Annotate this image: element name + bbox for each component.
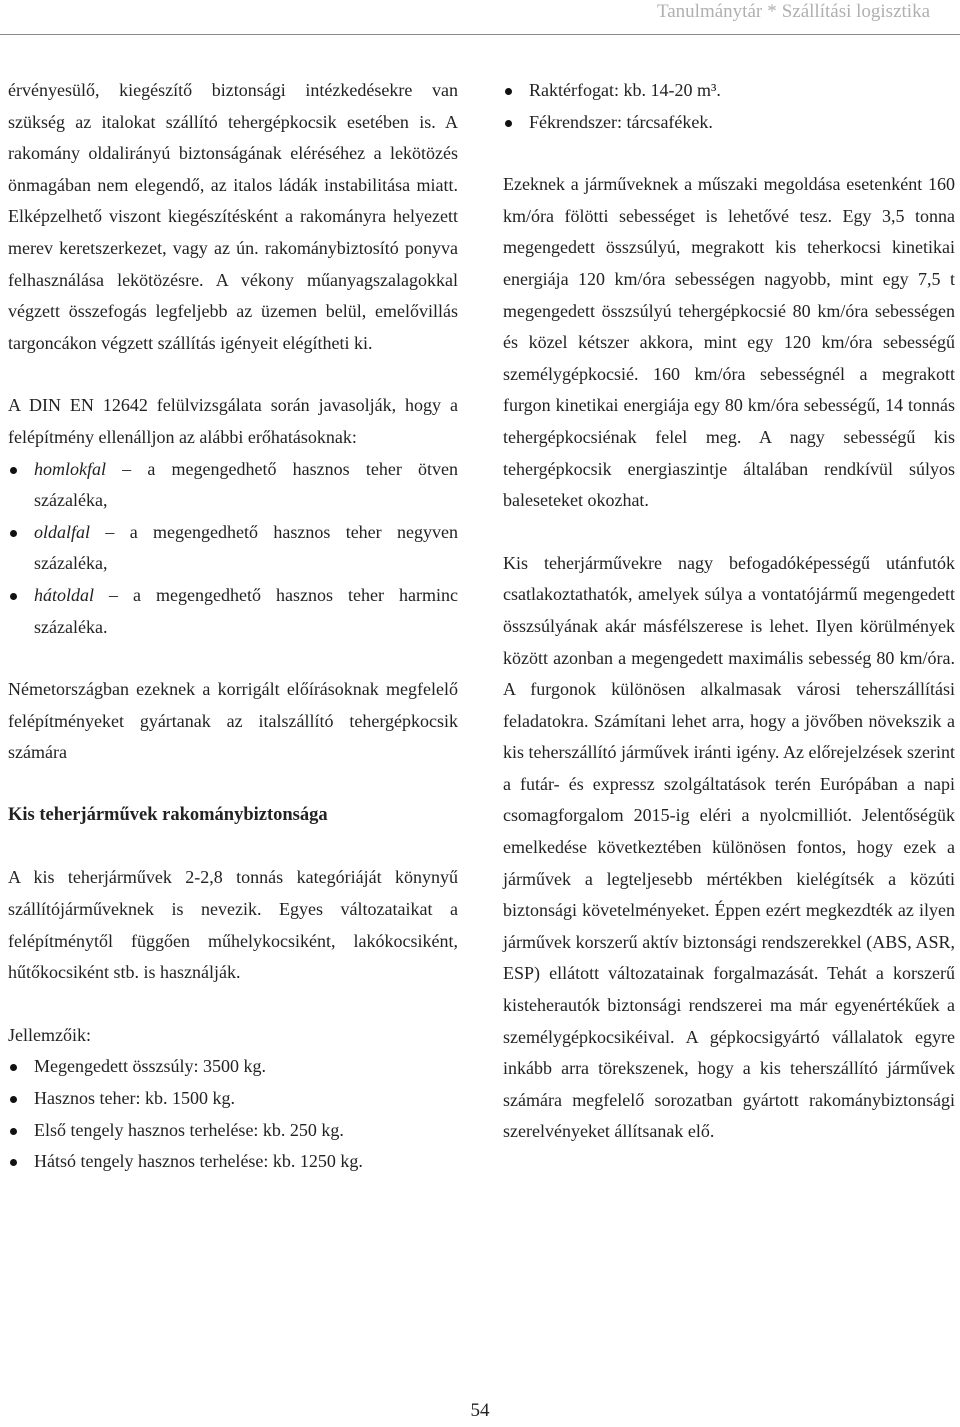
section-heading: Kis teherjárművek rakománybiztonsága — [8, 804, 328, 825]
list-item: Megengedett összsúly: 3500 kg. — [8, 1051, 458, 1083]
wall-text: – a megengedhető hasznos teher ötven százaléka, — [34, 458, 458, 511]
left-column — [8, 75, 458, 1178]
wall-text: – a megengedhető hasznos teher harminc százaléka. — [34, 584, 458, 637]
page-number: 54 — [470, 1400, 490, 1421]
wall-load-list — [8, 454, 458, 644]
header-subject: Szállítási logisztika — [781, 1, 930, 22]
features-label: Jellemzőik: — [8, 1024, 91, 1045]
paragraph-light-vans: A kis teherjárművek 2-2,8 tonnás kategóriáját könynyű szállítójárműveknek is nevezik. Egyes változataikat a felépítménytől függően műhelykocsiként, lakókocsiként, hűtőkocsiként stb. is használják. — [8, 867, 458, 983]
list-item: Hátsó tengely hasznos terhelése: kb. 1250 kg. — [8, 1146, 458, 1178]
list-item: Raktérfogat: kb. 14-20 m³. — [503, 75, 955, 107]
list-item: Első tengely hasznos terhelése: kb. 250 kg. — [8, 1115, 458, 1147]
wall-term: oldalfal — [34, 521, 91, 542]
list-item: Fékrendszer: tárcsafékek. — [503, 107, 955, 139]
list-item — [8, 454, 458, 517]
paragraph-beverage-security: érvényesülő, kiegészítő biztonsági intézkedésekre van szükség az italokat szállító tehergépkocsik esetében is. A rakomány oldalirányú biztonságának eléréséhez a lekötözés önmagában nem elegendő, az italos ládák instabilitása miatt. Elképzelhető viszont kiegészítésként a rakományra helyezett merev keretszerkezet, vagy az ún. rakománybiztosító ponyva felhasználása lekötözésre. A vékony műanyagszalagokkal végzett összefogás legfeljebb az üzemen belül, emelővillás targoncákon végzett szállítás igényeit elégítheti ki. — [8, 80, 458, 353]
header-title: Tanulmánytár — [656, 1, 763, 22]
running-header — [0, 0, 960, 30]
features-list-continued — [503, 75, 955, 138]
list-item — [8, 517, 458, 580]
list-item: Hasznos teher: kb. 1500 kg. — [8, 1083, 458, 1115]
wall-term: homlokfal — [34, 458, 106, 479]
features-list — [8, 1051, 458, 1177]
right-column — [503, 75, 955, 1148]
paragraph-kinetic-energy: Ezeknek a járműveknek a műszaki megoldása esetenként 160 km/óra fölötti sebességet is lehetővé tesz. Egy 3,5 tonna megengedett összsúlyú, megrakott kis teherkocsi kinetikai energiája 120 km/óra sebességen nagyobb, mint egy 7,5 t megengedett összsúlyú tehergépkocsié 80 km/óra sebességen és közel kétszer akkora, mint egy 120 km/óra sebességű személygépkocsié. 160 km/óra sebességnél a megrakott furgon kinetikai energiája egy 80 km/óra sebességű, 14 tonnás tehergépkocsiénak felel meg. A nagy sebességű kis tehergépkocsik energiaszintje általában rendkívül súlyos baleseteket okozhat. — [503, 174, 955, 511]
header-separator: * — [767, 1, 777, 22]
paragraph-trailers-safety: Kis teherjárművekre nagy befogadóképességű utánfutók csatlakoztathatók, amelyek súlya a vontatójármű megengedett összsúlyának akár másfélszerese is lehet. Ilyen körülmények között azonban a megengedett maximális sebesség 80 km/óra. A furgonok különösen alkalmasak városi teherszállítási feladatokra. Számítani lehet arra, hogy a jövőben növekszik a kis teherszállító járművek iránti igény. Az előrejelzések szerint a futár- és expressz szolgáltatások terén Európában a napi csomagforgalom 2015-ig eléri a nyolcmilliót. Jelentőségük emelkedése következtében különösen fontos, hogy ezek a járművek a legteljesebb mértékben kielégítsék a közúti biztonsági követelményeket. Éppen ezért megkezdték az ilyen járművek korszerű aktív biztonsági rendszerekkel (ABS, ASR, ESP) ellátott változatainak forgalmazását. Tehát a korszerű kisteherautók biztonsági rendszerei ma már egyenértékűek a személygépkocsikéival. A gépkocsigyártó vállalatok egyre inkább arra törekszenek, hogy a kis teherszállító járművek számára megfelelő sorozatban gyártott rakománybiztonsági szerelvényeket állítsanak elő. — [503, 552, 955, 1142]
header-rule — [0, 34, 960, 35]
paragraph-din-en: A DIN EN 12642 felülvizsgálata során javasolják, hogy a felépítmény ellenálljon az alábbi erőhatásoknak: — [8, 395, 458, 447]
paragraph-germany: Németországban ezeknek a korrigált előírásoknak megfelelő felépítményeket gyártanak az italszállító tehergépkocsik számára — [8, 679, 458, 763]
list-item — [8, 580, 458, 643]
wall-term: hátoldal — [34, 584, 95, 605]
wall-text: – a megengedhető hasznos teher negyven százaléka, — [34, 521, 458, 574]
